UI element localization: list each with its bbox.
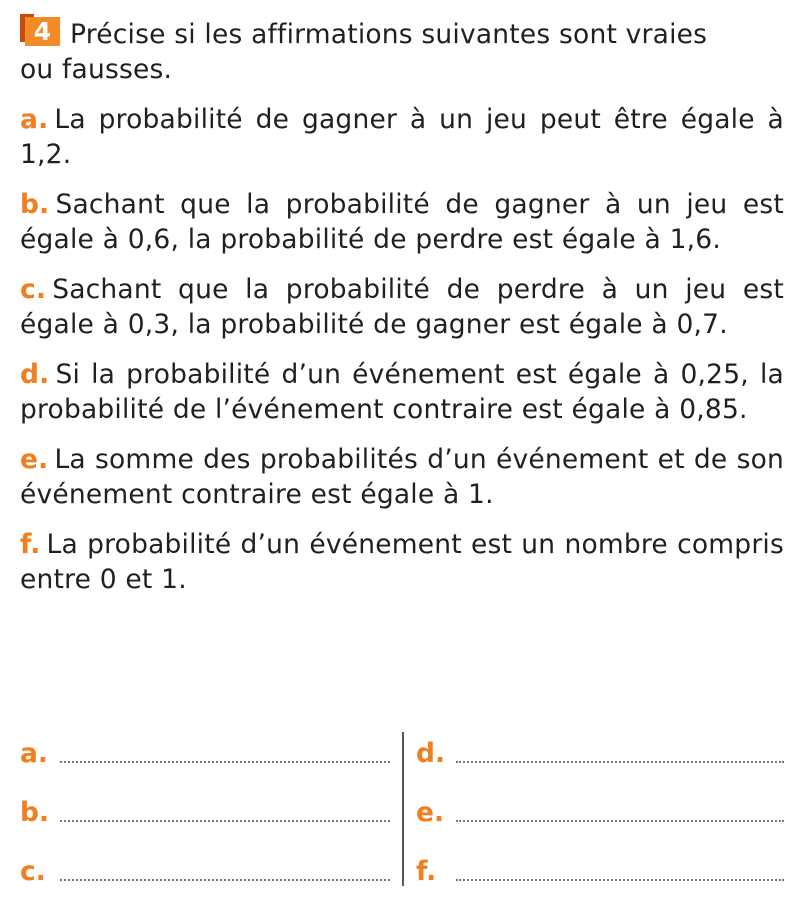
statement-letter: c. xyxy=(20,274,47,305)
answer-line-d[interactable] xyxy=(456,761,784,763)
statement-text: Sachant que la probabilité de perdre à un jeu est égale à 0,3, la probabilité de gagner est égale à 0,7. xyxy=(20,274,784,340)
statement-letter: d. xyxy=(20,359,50,390)
answer-line-f[interactable] xyxy=(456,879,784,881)
statement-d xyxy=(20,357,784,427)
answer-row-d xyxy=(416,730,784,770)
answer-area xyxy=(20,730,784,888)
answer-line-c[interactable] xyxy=(60,879,390,881)
answer-label: d. xyxy=(416,738,446,769)
instruction-line-2: ou fausses. xyxy=(20,54,173,85)
answer-label: b. xyxy=(20,797,50,828)
statement-text: La probabilité d’un événement est un nombre compris entre 0 et 1. xyxy=(20,529,784,595)
exercise-number: 4 xyxy=(25,17,60,46)
statement-e xyxy=(20,442,784,512)
answer-row-f xyxy=(416,848,784,888)
answer-line-a[interactable] xyxy=(60,761,390,763)
statement-text: La somme des probabilités d’un événement et de son événement contraire est égale à 1. xyxy=(20,444,784,510)
statement-c xyxy=(20,272,784,342)
answer-divider xyxy=(402,732,404,886)
answer-label: a. xyxy=(20,738,48,769)
answer-line-b[interactable] xyxy=(60,820,390,822)
statement-letter: e. xyxy=(20,444,49,475)
exercise-number-badge xyxy=(20,14,60,46)
instruction-line-1: Précise si les affirmations suivantes sont vraies xyxy=(70,19,708,50)
statement-letter: b. xyxy=(20,189,50,220)
statement-f xyxy=(20,527,784,597)
answer-label: c. xyxy=(20,856,46,887)
exercise-instruction xyxy=(20,14,784,87)
statement-letter: a. xyxy=(20,104,49,135)
statement-text: La probabilité de gagner à un jeu peut être égale à 1,2. xyxy=(20,104,784,170)
answer-row-a xyxy=(20,730,390,770)
statement-a xyxy=(20,102,784,172)
answer-row-c xyxy=(20,848,390,888)
answer-line-e[interactable] xyxy=(456,820,784,822)
statement-text: Si la probabilité d’un événement est égale à 0,25, la probabilité de l’événement contraire est égale à 0,85. xyxy=(20,359,784,425)
statement-text: Sachant que la probabilité de gagner à un jeu est égale à 0,6, la probabilité de perdre est égale à 1,6. xyxy=(20,189,784,255)
exercise-block xyxy=(20,14,784,612)
answer-row-b xyxy=(20,789,390,829)
answer-label: e. xyxy=(416,797,445,828)
statement-letter: f. xyxy=(20,529,41,560)
answer-label: f. xyxy=(416,856,437,887)
answer-row-e xyxy=(416,789,784,829)
statement-b xyxy=(20,187,784,257)
